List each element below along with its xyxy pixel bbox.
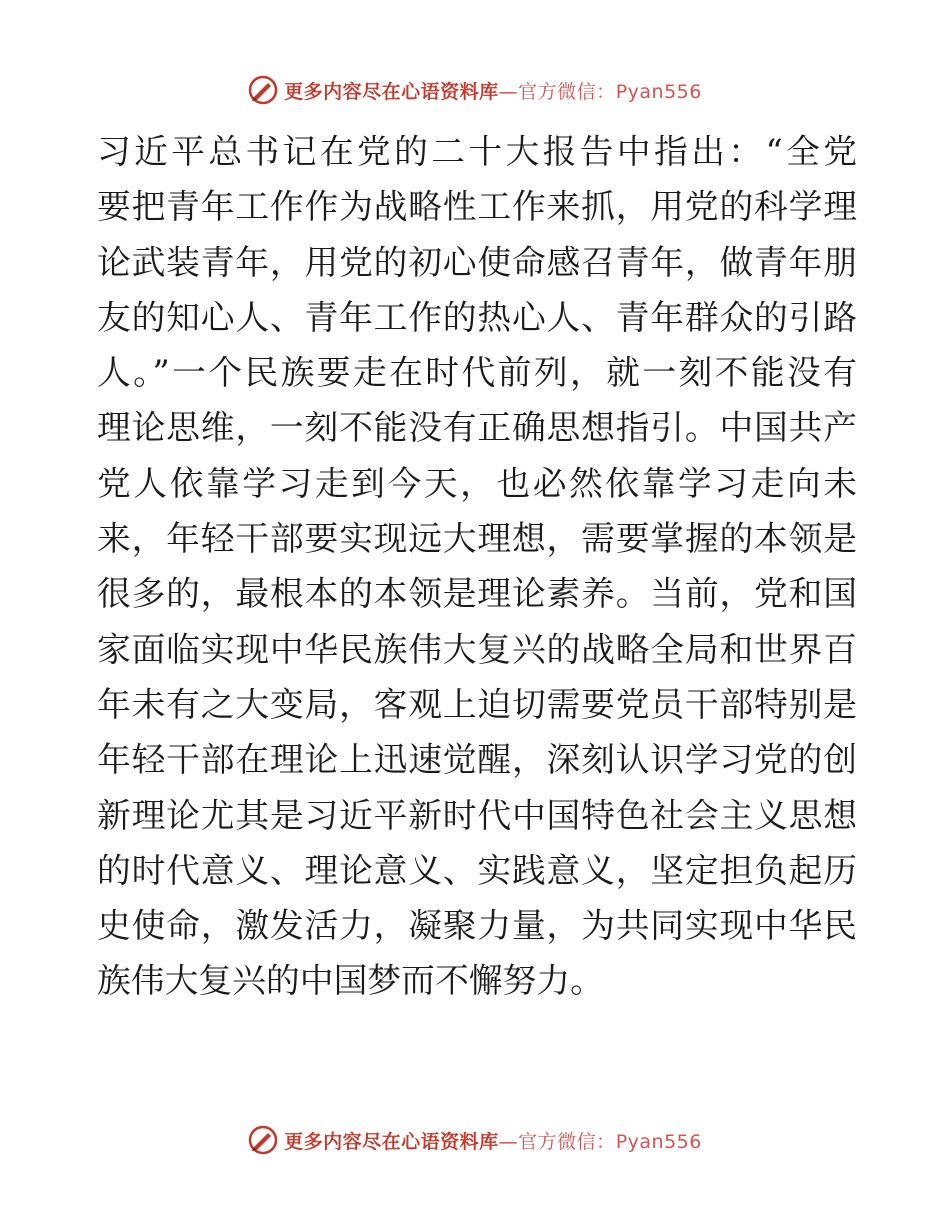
pen-logo-icon xyxy=(248,1125,278,1155)
body-line: 理论思维，一刻不能没有正确思想指引。中国共产 xyxy=(97,408,857,448)
body-line: 家面临实现中华民族伟大复兴的战略全局和世界百 xyxy=(97,629,857,669)
footer-banner xyxy=(0,1120,950,1160)
body-line: 论武装青年，用党的初心使命感召青年，做青年朋 xyxy=(97,242,857,282)
body-line: 很多的，最根本的本领是理论素养。当前，党和国 xyxy=(97,574,857,614)
header-wechat-id: Pyan556 xyxy=(615,80,702,103)
body-line: 年未有之大变局，客观上迫切需要党员干部特别是 xyxy=(97,684,857,724)
footer-site-text: 更多内容尽在心语资料库 xyxy=(284,1130,499,1153)
body-line: 来，年轻干部要实现远大理想，需要掌握的本领是 xyxy=(97,519,857,559)
body-line: 的时代意义、理论意义、实践意义，坚定担负起历 xyxy=(97,850,857,890)
body-line: 年轻干部在理论上迅速觉醒，深刻认识学习党的创 xyxy=(97,740,857,780)
header-dash: — xyxy=(498,80,519,103)
header-site-text: 更多内容尽在心语资料库 xyxy=(284,80,499,103)
body-line: 要把青年工作作为战略性工作来抓，用党的科学理 xyxy=(97,187,857,227)
header-banner-text xyxy=(284,77,702,104)
pen-logo-icon xyxy=(248,75,278,105)
body-line: 族伟大复兴的中国梦而不懈努力。 xyxy=(97,961,604,1001)
header-wechat-label: 官方微信： xyxy=(518,80,616,103)
footer-wechat-id: Pyan556 xyxy=(615,1130,702,1153)
header-banner xyxy=(0,70,950,110)
document-body xyxy=(97,124,857,1009)
footer-dash: — xyxy=(498,1130,519,1153)
body-line: 友的知心人、青年工作的热心人、青年群众的引路 xyxy=(97,297,857,337)
body-line: 史使命，激发活力，凝聚力量，为共同实现中华民 xyxy=(97,906,857,946)
body-line: 人。”一个民族要走在时代前列，就一刻不能没有 xyxy=(97,353,857,393)
footer-banner-text xyxy=(284,1127,702,1154)
body-line: 党人依靠学习走到今天，也必然依靠学习走向未 xyxy=(97,463,857,503)
body-line: 新理论尤其是习近平新时代中国特色社会主义思想 xyxy=(97,795,857,835)
footer-wechat-label: 官方微信： xyxy=(518,1130,616,1153)
body-line: 习近平总书记在党的二十大报告中指出：“全党 xyxy=(97,132,857,171)
